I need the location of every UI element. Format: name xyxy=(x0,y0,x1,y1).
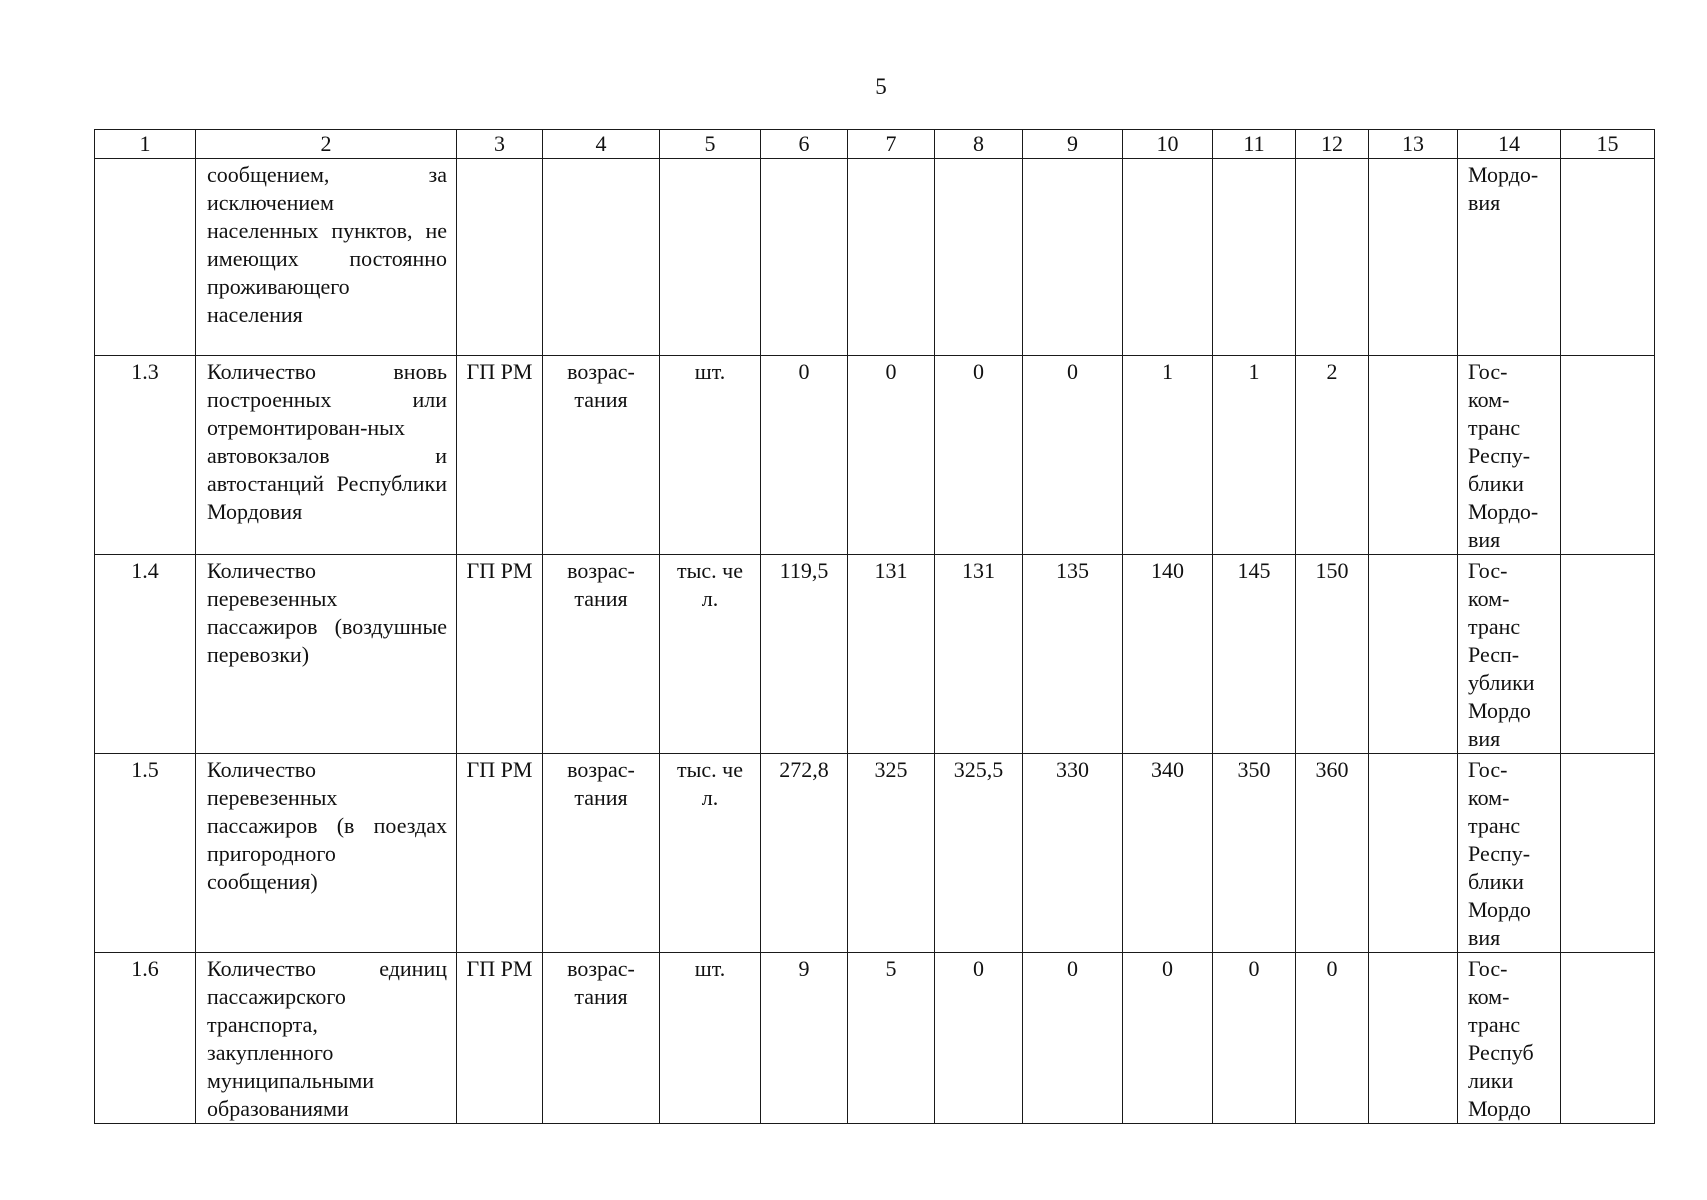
cell-num: 1.4 xyxy=(95,555,196,754)
cell-value-10: 340 xyxy=(1123,754,1213,953)
cell-value-15 xyxy=(1561,555,1655,754)
cell-name: Количество вновь построенных или отремонтирован-ных автовокзалов и автостанций Республики Мордовия xyxy=(196,356,457,555)
cell-direction: возрас- тания xyxy=(543,754,660,953)
col-header-3: 3 xyxy=(457,130,543,159)
cell-unit: шт. xyxy=(660,953,761,1124)
cell-value-9: 135 xyxy=(1023,555,1123,754)
col-header-4: 4 xyxy=(543,130,660,159)
cell-value-15 xyxy=(1561,159,1655,356)
cell-unit: тыс. че л. xyxy=(660,555,761,754)
col-header-14: 14 xyxy=(1458,130,1561,159)
cell-name: Количество перевезенных пассажиров (воздушные перевозки) xyxy=(196,555,457,754)
cell-value-13 xyxy=(1369,356,1458,555)
cell-value-8: 0 xyxy=(935,356,1023,555)
cell-responsible: Гос- ком- транс Респу- блики Мордо вия xyxy=(1458,754,1561,953)
cell-value-11 xyxy=(1213,159,1296,356)
cell-value-8: 131 xyxy=(935,555,1023,754)
cell-name: Количество перевезенных пассажиров (в поездах пригородного сообщения) xyxy=(196,754,457,953)
table-row xyxy=(95,754,1655,953)
cell-value-10: 0 xyxy=(1123,953,1213,1124)
cell-direction: возрас- тания xyxy=(543,555,660,754)
cell-value-12: 360 xyxy=(1296,754,1369,953)
cell-value-7: 131 xyxy=(848,555,935,754)
header-row xyxy=(95,130,1655,159)
cell-name: Количество единиц пассажирского транспорта, закупленного муниципальными образованиями xyxy=(196,953,457,1124)
cell-value-11: 145 xyxy=(1213,555,1296,754)
cell-unit xyxy=(660,159,761,356)
cell-value-7 xyxy=(848,159,935,356)
col-header-2: 2 xyxy=(196,130,457,159)
cell-value-7: 5 xyxy=(848,953,935,1124)
cell-direction: возрас- тания xyxy=(543,356,660,555)
cell-value-6: 119,5 xyxy=(761,555,848,754)
cell-program: ГП РМ xyxy=(457,555,543,754)
cell-value-8 xyxy=(935,159,1023,356)
table-row xyxy=(95,159,1655,356)
cell-value-8: 0 xyxy=(935,953,1023,1124)
cell-direction xyxy=(543,159,660,356)
cell-value-13 xyxy=(1369,159,1458,356)
cell-value-9: 0 xyxy=(1023,953,1123,1124)
cell-value-12: 150 xyxy=(1296,555,1369,754)
cell-value-15 xyxy=(1561,356,1655,555)
col-header-13: 13 xyxy=(1369,130,1458,159)
cell-responsible: Гос- ком- транс Респ- ублики Мордо вия xyxy=(1458,555,1561,754)
cell-value-11: 0 xyxy=(1213,953,1296,1124)
col-header-8: 8 xyxy=(935,130,1023,159)
cell-value-13 xyxy=(1369,555,1458,754)
cell-value-15 xyxy=(1561,754,1655,953)
cell-unit: шт. xyxy=(660,356,761,555)
cell-value-10: 1 xyxy=(1123,356,1213,555)
col-header-11: 11 xyxy=(1213,130,1296,159)
cell-value-6: 9 xyxy=(761,953,848,1124)
cell-program: ГП РМ xyxy=(457,953,543,1124)
cell-value-9: 330 xyxy=(1023,754,1123,953)
cell-value-7: 325 xyxy=(848,754,935,953)
page-number: 5 xyxy=(875,74,887,99)
cell-program xyxy=(457,159,543,356)
cell-responsible: Мордо- вия xyxy=(1458,159,1561,356)
indicators-table xyxy=(94,129,1655,1124)
cell-num: 1.5 xyxy=(95,754,196,953)
cell-value-15 xyxy=(1561,953,1655,1124)
cell-num: 1.6 xyxy=(95,953,196,1124)
col-header-15: 15 xyxy=(1561,130,1655,159)
cell-program: ГП РМ xyxy=(457,754,543,953)
cell-program: ГП РМ xyxy=(457,356,543,555)
cell-value-12: 0 xyxy=(1296,953,1369,1124)
cell-num: 1.3 xyxy=(95,356,196,555)
cell-value-12: 2 xyxy=(1296,356,1369,555)
table-row xyxy=(95,555,1655,754)
table-row xyxy=(95,953,1655,1124)
cell-value-10: 140 xyxy=(1123,555,1213,754)
col-header-5: 5 xyxy=(660,130,761,159)
cell-num xyxy=(95,159,196,356)
cell-value-11: 1 xyxy=(1213,356,1296,555)
cell-value-12 xyxy=(1296,159,1369,356)
cell-value-6 xyxy=(761,159,848,356)
cell-responsible: Гос- ком- транс Респуб лики Мордо xyxy=(1458,953,1561,1124)
cell-value-6: 272,8 xyxy=(761,754,848,953)
cell-direction: возрас- тания xyxy=(543,953,660,1124)
cell-value-9: 0 xyxy=(1023,356,1123,555)
cell-value-8: 325,5 xyxy=(935,754,1023,953)
cell-value-11: 350 xyxy=(1213,754,1296,953)
cell-unit: тыс. че л. xyxy=(660,754,761,953)
cell-value-6: 0 xyxy=(761,356,848,555)
col-header-6: 6 xyxy=(761,130,848,159)
col-header-12: 12 xyxy=(1296,130,1369,159)
col-header-9: 9 xyxy=(1023,130,1123,159)
col-header-1: 1 xyxy=(95,130,196,159)
cell-value-9 xyxy=(1023,159,1123,356)
cell-value-13 xyxy=(1369,754,1458,953)
cell-value-7: 0 xyxy=(848,356,935,555)
col-header-10: 10 xyxy=(1123,130,1213,159)
cell-value-10 xyxy=(1123,159,1213,356)
cell-responsible: Гос- ком- транс Респу- блики Мордо- вия xyxy=(1458,356,1561,555)
cell-value-13 xyxy=(1369,953,1458,1124)
table-row xyxy=(95,356,1655,555)
col-header-7: 7 xyxy=(848,130,935,159)
cell-name: сообщением, за исключением населенных пунктов, не имеющих постоянно проживающего населения xyxy=(196,159,457,356)
